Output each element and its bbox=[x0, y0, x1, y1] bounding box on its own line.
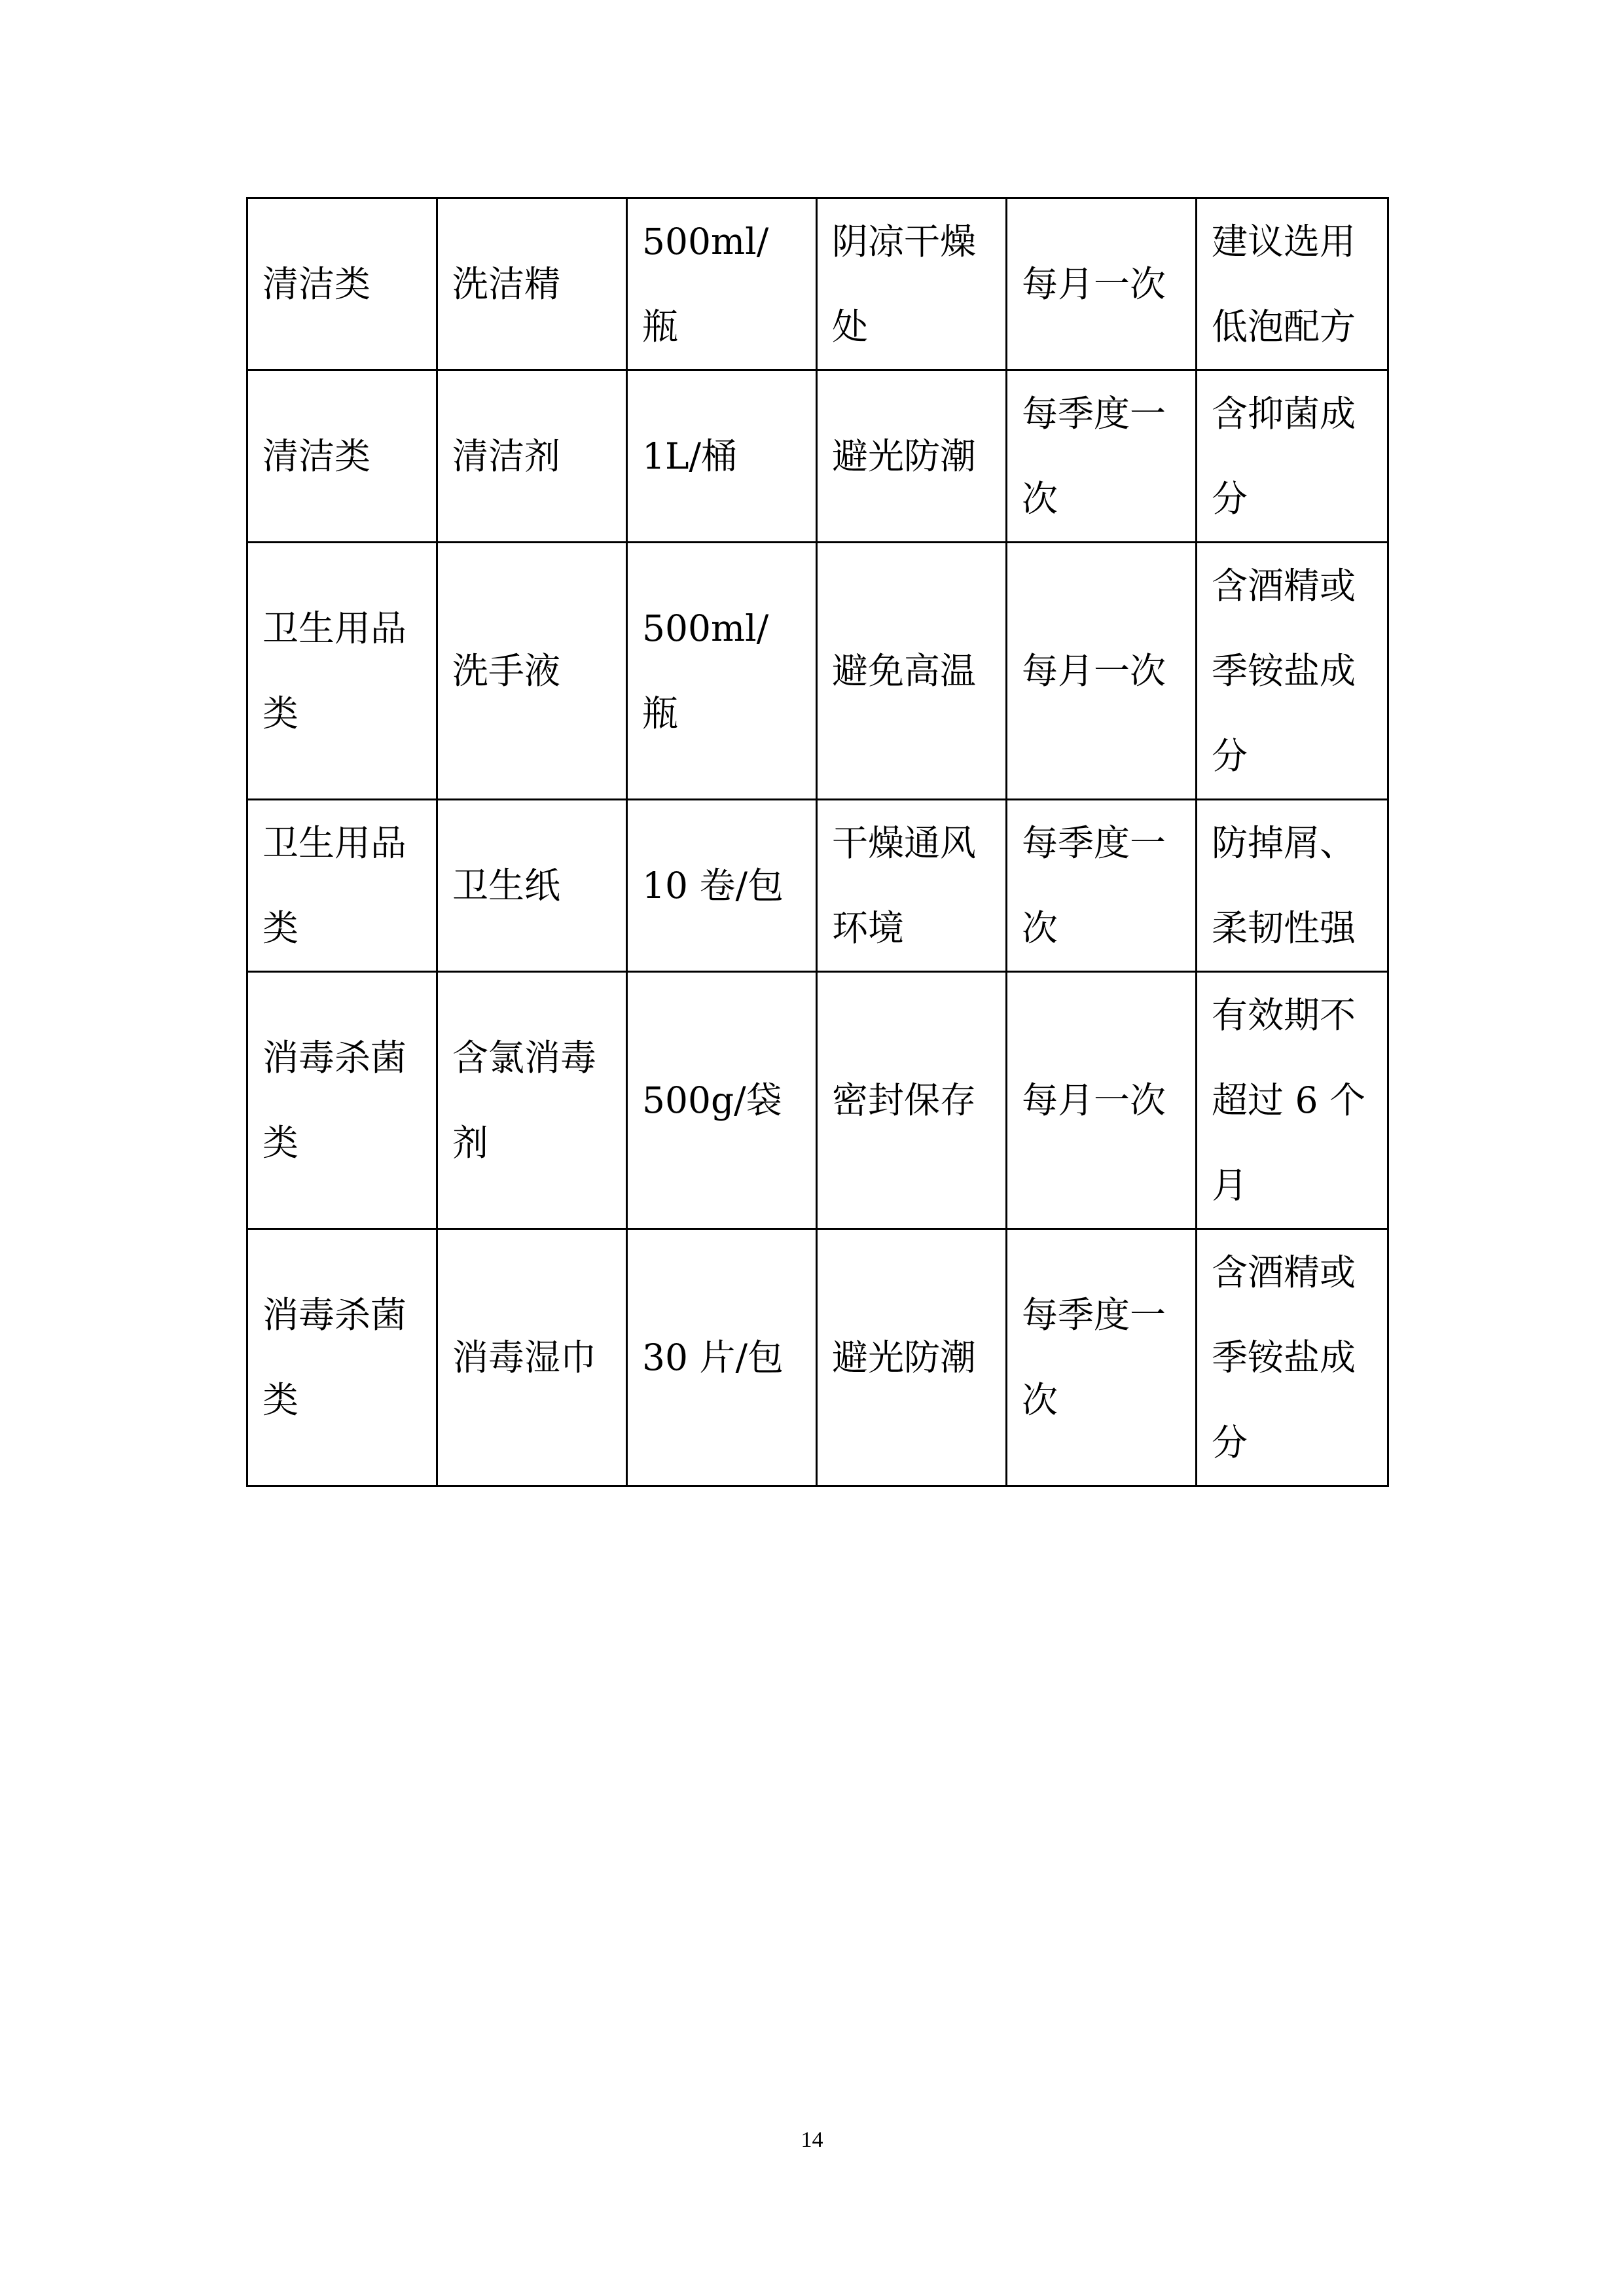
table-row bbox=[247, 1229, 1388, 1486]
remarks-cell: 含抑菌成分 bbox=[1197, 370, 1388, 543]
table-row bbox=[247, 543, 1388, 800]
category-cell: 消毒杀菌类 bbox=[247, 1229, 437, 1486]
frequency-cell: 每季度一次 bbox=[1007, 370, 1197, 543]
specification-cell: 30 片/包 bbox=[627, 1229, 817, 1486]
storage-cell: 干燥通风环境 bbox=[817, 800, 1007, 972]
item-name-cell: 卫生纸 bbox=[437, 800, 627, 972]
category-cell: 卫生用品类 bbox=[247, 543, 437, 800]
frequency-cell: 每季度一次 bbox=[1007, 800, 1197, 972]
remarks-cell: 有效期不超过 6 个月 bbox=[1197, 972, 1388, 1229]
specification-cell: 1L/桶 bbox=[627, 370, 817, 543]
frequency-cell: 每月一次 bbox=[1007, 972, 1197, 1229]
table-row bbox=[247, 972, 1388, 1229]
remarks-cell: 防掉屑、柔韧性强 bbox=[1197, 800, 1388, 972]
item-name-cell: 洗手液 bbox=[437, 543, 627, 800]
category-cell: 消毒杀菌类 bbox=[247, 972, 437, 1229]
storage-cell: 避免高温 bbox=[817, 543, 1007, 800]
category-cell: 清洁类 bbox=[247, 198, 437, 370]
remarks-cell: 建议选用低泡配方 bbox=[1197, 198, 1388, 370]
frequency-cell: 每月一次 bbox=[1007, 543, 1197, 800]
specification-cell: 500ml/瓶 bbox=[627, 543, 817, 800]
category-cell: 清洁类 bbox=[247, 370, 437, 543]
table-row bbox=[247, 800, 1388, 972]
table-row bbox=[247, 198, 1388, 370]
storage-cell: 避光防潮 bbox=[817, 1229, 1007, 1486]
storage-cell: 密封保存 bbox=[817, 972, 1007, 1229]
page-number: 14 bbox=[801, 2128, 823, 2152]
item-name-cell: 清洁剂 bbox=[437, 370, 627, 543]
storage-cell: 阴凉干燥处 bbox=[817, 198, 1007, 370]
table-row bbox=[247, 370, 1388, 543]
remarks-cell: 含酒精或季铵盐成分 bbox=[1197, 543, 1388, 800]
specification-cell: 500ml/瓶 bbox=[627, 198, 817, 370]
remarks-cell: 含酒精或季铵盐成分 bbox=[1197, 1229, 1388, 1486]
item-name-cell: 含氯消毒剂 bbox=[437, 972, 627, 1229]
frequency-cell: 每季度一次 bbox=[1007, 1229, 1197, 1486]
supplies-table bbox=[246, 197, 1389, 1487]
item-name-cell: 洗洁精 bbox=[437, 198, 627, 370]
item-name-cell: 消毒湿巾 bbox=[437, 1229, 627, 1486]
specification-cell: 500g/袋 bbox=[627, 972, 817, 1229]
storage-cell: 避光防潮 bbox=[817, 370, 1007, 543]
specification-cell: 10 卷/包 bbox=[627, 800, 817, 972]
category-cell: 卫生用品类 bbox=[247, 800, 437, 972]
frequency-cell: 每月一次 bbox=[1007, 198, 1197, 370]
